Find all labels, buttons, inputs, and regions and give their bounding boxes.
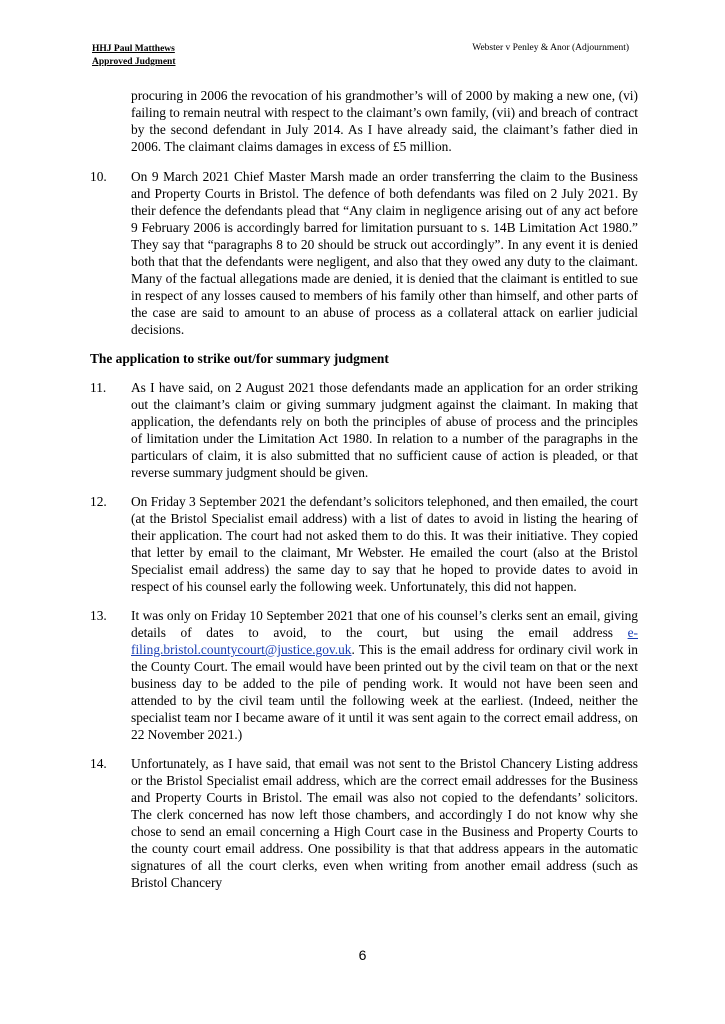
email-link[interactable]: e-filing.bristol.countycourt@justice.gov.uk xyxy=(131,625,638,657)
paragraph-11 xyxy=(90,379,638,481)
paragraph-number: 11. xyxy=(90,380,107,395)
judgment-body xyxy=(90,87,638,903)
case-title: Webster v Penley & Anor (Adjournment) xyxy=(472,43,629,53)
paragraph-text: On Friday 3 September 2021 the defendant’s solicitors telephoned, and then emailed, the court (at the Bristol Specialist email address) with a list of dates to avoid in listing the hearing of their application. The court had not asked them to do this. It was their initiative. They copied that letter by email to the claimant, Mr Webster. He emailed the court (also at the Bristol Specialist email address) the same day to say that he hoped to provide dates to avoid in respect of his counsel early the following week. Unfortunately, this did not happen. xyxy=(131,494,638,594)
paragraph-12 xyxy=(90,493,638,595)
paragraph-text-after-link: . This is the email address for ordinary civil work in the County Court. The email would have been printed out by the civil team on that or the next business day to be added to the pile of pending work. It would not have been seen and attended to by the civil team until the following week at the earliest. (Indeed, neither the specialist team nor I became aware of it until it was sent again to the correct email address, on 22 November 2021.) xyxy=(131,642,638,742)
paragraph-text: procuring in 2006 the revocation of his grandmother’s will of 2000 by making a new one, (vi) failing to remain neutral with respect to the claimant’s own family, (vii) and breach of contract by the second defendant in July 2014. As I have already said, the claimant’s father died in 2006. The claimant claims damages in excess of £5 million. xyxy=(131,88,638,154)
page-number: 6 xyxy=(358,947,367,963)
paragraph-text: Unfortunately, as I have said, that email was not sent to the Bristol Chancery Listing address or the Bristol Specialist email address, which are the correct email addresses for the Business and Property Courts in Bristol. The email was also not copied to the defendants’ solicitors. The clerk concerned has now left those chambers, and accordingly I do not know why she chose to send an email concerning a High Court case in the Business and Property Courts to the county court email address. One possibility is that that address appears in the automatic signatures of all the court clerks, even when writing from another email address (such as Bristol Chancery xyxy=(131,756,638,890)
judgment-status: Approved Judgment xyxy=(92,57,176,67)
paragraph-13 xyxy=(90,607,638,743)
paragraph-text-before-link: It was only on Friday 10 September 2021 that one of his counsel’s clerks sent an email, giving details of dates to avoid, to the court, but using the email address xyxy=(131,608,638,640)
paragraph-10 xyxy=(90,168,638,338)
paragraph-number: 10. xyxy=(90,169,107,184)
paragraph-9-continued xyxy=(90,87,638,155)
paragraph-text: As I have said, on 2 August 2021 those defendants made an application for an order striking out the claimant’s claim or giving summary judgment against the claimant. In making that application, the defendants rely on both the principles of abuse of process and the principles of limitation under the Limitation Act 1980. In relation to a number of the paragraphs in the particulars of claim, it is also submitted that no sufficient cause of action is pleaded, or that reverse summary judgment should be given. xyxy=(131,380,638,480)
paragraph-14 xyxy=(90,755,638,891)
running-header-left xyxy=(92,43,176,69)
judge-name: HHJ Paul Matthews xyxy=(92,44,175,54)
paragraph-number: 13. xyxy=(90,608,107,623)
paragraph-text: On 9 March 2021 Chief Master Marsh made an order transferring the claim to the Business and Property Courts in Bristol. The defence of both defendants was filed on 2 July 2021. By their defence the defendants plead that “Any claim in negligence arising out of any act before 9 February 2006 is accordingly barred for limitation pursuant to s. 14B Limitation Act 1980.” They say that “paragraphs 8 to 20 should be struck out accordingly”. In any event it is denied both that that the defendants were negligent, and also that they owed any duty to the claimant. Many of the factual allegations made are denied, it is denied that the claimant is entitled to sue in respect of any losses caused to members of his family other than himself, and other parts of the case are said to amount to an abuse of process as a collateral attack on earlier judicial decisions. xyxy=(131,169,638,337)
paragraph-number: 14. xyxy=(90,756,107,771)
section-heading: The application to strike out/for summary judgment xyxy=(90,351,389,366)
paragraph-number: 12. xyxy=(90,494,107,509)
